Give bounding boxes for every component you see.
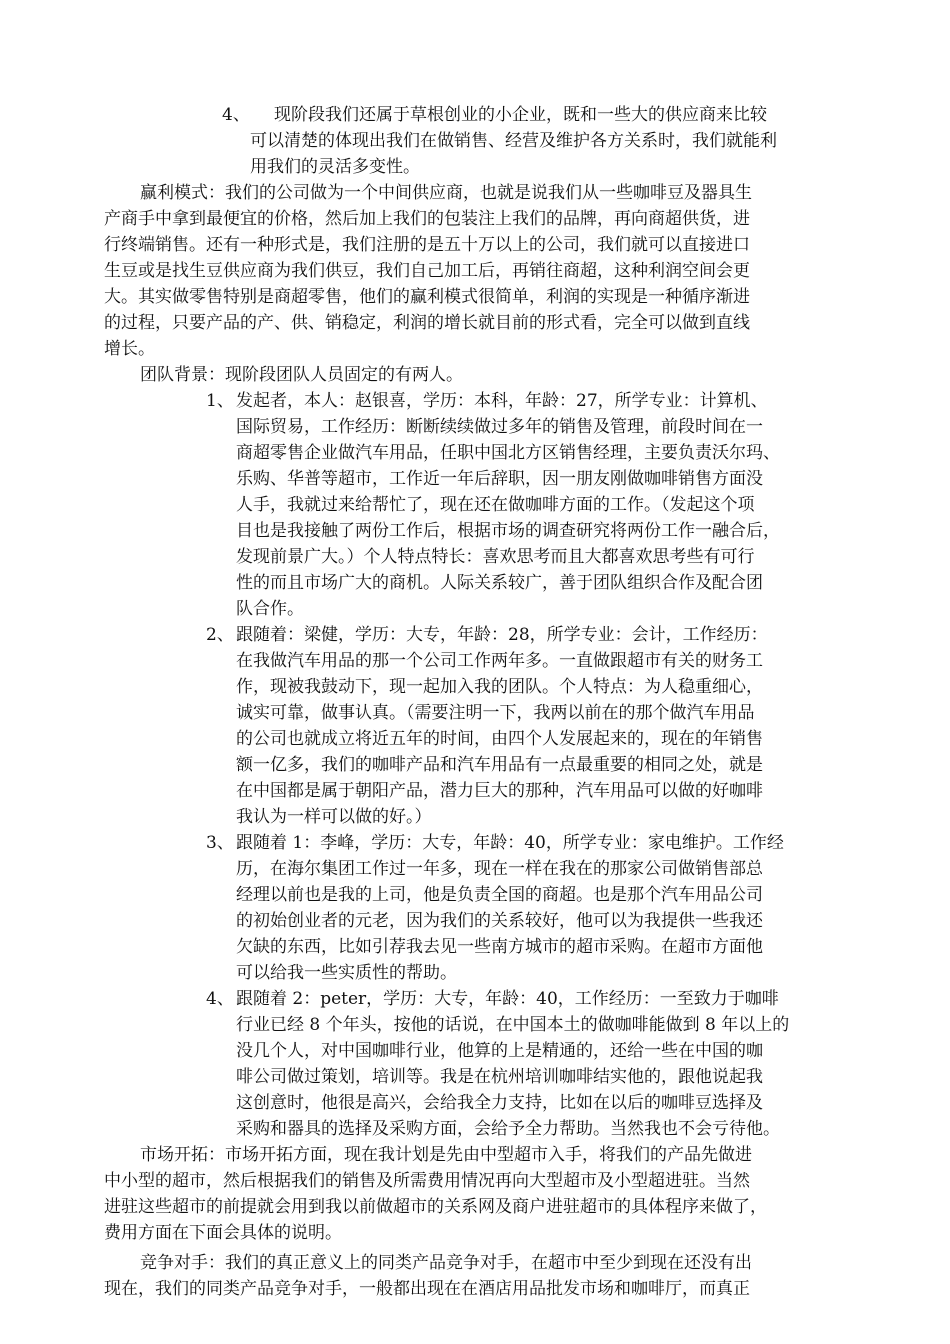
text-line: 行业已经 8 个年头，按他的话说，在中国本土的做咖啡能做到 8 年以上的 xyxy=(236,1015,790,1035)
text-line: 跟随着 2：peter，学历：大专，年龄：40，工作经历：一至致力于咖啡 xyxy=(236,989,779,1009)
list-number: 2、 xyxy=(206,625,234,645)
text-line: 跟随着 1：李峰，学历：大专，年龄：40，所学专业：家电维护。工作经 xyxy=(236,833,784,853)
text-line: 没几个人，对中国咖啡行业，他算的上是精通的，还给一些在中国的咖 xyxy=(236,1041,763,1061)
text-line: 大。其实做零售特别是商超零售，他们的赢利模式很简单，利润的实现是一种循序渐进 xyxy=(104,287,750,307)
list-number: 1、 xyxy=(206,391,234,411)
text-line: 人手，我就过来给帮忙了，现在还在做咖啡方面的工作。（发起这个项 xyxy=(236,495,755,515)
text-line: 历，在海尔集团工作过一年多，现在一样在我在的那家公司做销售部总 xyxy=(236,859,763,879)
text-line: 欠缺的东西，比如引荐我去见一些南方城市的超市采购。在超市方面他 xyxy=(236,937,763,957)
text-line: 额一亿多，我们的咖啡产品和汽车用品有一点最重要的相同之处，就是 xyxy=(236,755,763,775)
text-line: 在我做汽车用品的那一个公司工作两年多。一直做跟超市有关的财务工 xyxy=(236,651,763,671)
team-heading: 团队背景：现阶段团队人员固定的有两人。 xyxy=(140,365,463,385)
text-line: 诚实可靠，做事认真。（需要注明一下，我两以前在的那个做汽车用品 xyxy=(236,703,755,723)
text-line: 的过程，只要产品的产、供、销稳定，利润的增长就目前的形式看，完全可以做到直线 xyxy=(104,313,750,333)
text-line: 进驻这些超市的前提就会用到我以前做超市的关系网及商户进驻超市的具体程序来做了， xyxy=(104,1197,767,1217)
text-line: 可以清楚的体现出我们在做销售、经营及维护各方关系时，我们就能利 xyxy=(250,131,777,151)
text-line: 性的而且市场广大的商机。人际关系较广，善于团队组织合作及配合团 xyxy=(236,573,763,593)
text-line: 现阶段我们还属于草根创业的小企业，既和一些大的供应商来比较 xyxy=(274,105,767,125)
text-line: 采购和器具的选择及采购方面，会给予全力帮助。当然我也不会亏待他。 xyxy=(236,1119,780,1139)
text-line: 发起者，本人：赵银喜，学历：本科，年龄：27，所学专业：计算机、 xyxy=(236,391,768,411)
text-line: 现在，我们的同类产品竞争对手，一般都出现在在酒店用品批发市场和咖啡厅，而真正 xyxy=(104,1279,750,1299)
list-number: 4、 xyxy=(222,105,250,125)
text-line: 发现前景广大。）个人特点特长：喜欢思考而且大都喜欢思考些有可行 xyxy=(236,547,755,567)
text-line: 可以给我一些实质性的帮助。 xyxy=(236,963,457,983)
text-line: 作，现被我鼓动下，现一起加入我的团队。个人特点：为人稳重细心， xyxy=(236,677,763,697)
text-line: 费用方面在下面会具体的说明。 xyxy=(104,1223,342,1243)
text-line: 用我们的灵活多变性。 xyxy=(250,157,420,177)
text-line: 队合作。 xyxy=(236,599,304,619)
text-line: 的公司也就成立将近五年的时间，由四个人发展起来的，现在的年销售 xyxy=(236,729,763,749)
text-line: 市场开拓：市场开拓方面，现在我计划是先由中型超市入手，将我们的产品先做进 xyxy=(140,1145,752,1165)
text-line: 的初始创业者的元老，因为我们的关系较好，他可以为我提供一些我还 xyxy=(236,911,763,931)
text-line: 经理以前也是我的上司，他是负责全国的商超。也是那个汽车用品公司 xyxy=(236,885,763,905)
list-number: 3、 xyxy=(206,833,234,853)
text-line: 产商手中拿到最便宜的价格，然后加上我们的包装注上我们的品牌，再向商超供货，进 xyxy=(104,209,750,229)
text-line: 跟随着：梁健，学历：大专，年龄：28，所学专业：会计，工作经历： xyxy=(236,625,768,645)
text-line: 增长。 xyxy=(104,339,155,359)
text-line: 行终端销售。还有一种形式是，我们注册的是五十万以上的公司，我们就可以直接进口 xyxy=(104,235,750,255)
text-line: 国际贸易，工作经历：断断续续做过多年的销售及管理，前段时间在一 xyxy=(236,417,763,437)
text-line: 商超零售企业做汽车用品，任职中国北方区销售经理，主要负责沃尔玛、 xyxy=(236,443,780,463)
text-line: 目也是我接触了两份工作后，根据市场的调查研究将两份工作一融合后， xyxy=(236,521,780,541)
list-number: 4、 xyxy=(206,989,234,1009)
text-line: 中小型的超市，然后根据我们的销售及所需费用情况再向大型超市及小型超进驻。当然 xyxy=(104,1171,750,1191)
text-line: 这创意时，他很是高兴，会给我全力支持，比如在以后的咖啡豆选择及 xyxy=(236,1093,763,1113)
text-line: 乐购、华普等超市，工作近一年后辞职，因一朋友刚做咖啡销售方面没 xyxy=(236,469,763,489)
text-line: 生豆或是找生豆供应商为我们供豆，我们自己加工后，再销往商超，这种利润空间会更 xyxy=(104,261,750,281)
text-line: 啡公司做过策划，培训等。我是在杭州培训咖啡结实他的，跟他说起我 xyxy=(236,1067,763,1087)
text-line: 竞争对手：我们的真正意义上的同类产品竞争对手，在超市中至少到现在还没有出 xyxy=(140,1253,752,1273)
text-line: 我认为一样可以做的好。） xyxy=(236,807,432,827)
text-line: 在中国都是属于朝阳产品，潜力巨大的那种，汽车用品可以做的好咖啡 xyxy=(236,781,763,801)
text-line: 赢利模式：我们的公司做为一个中间供应商，也就是说我们从一些咖啡豆及器具生 xyxy=(140,183,752,203)
